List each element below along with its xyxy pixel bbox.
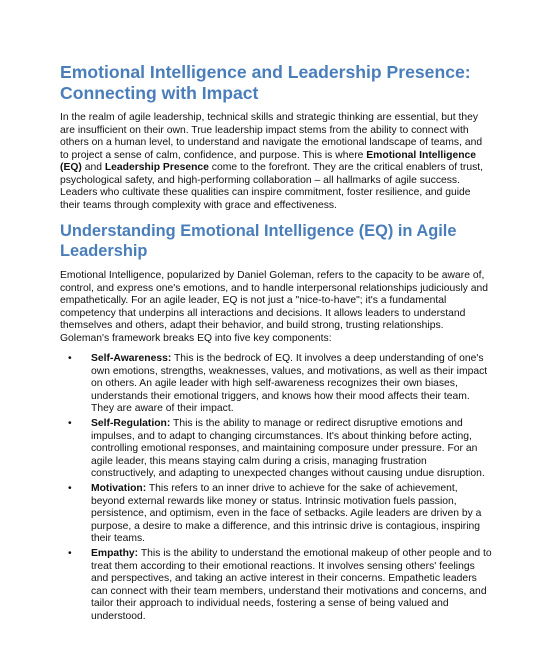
list-item-term: Empathy: (91, 548, 139, 559)
list-item-motivation (60, 483, 492, 546)
list-item-term: Self-Awareness: (91, 353, 172, 364)
bullet-icon: • (68, 548, 72, 559)
list-item-self-regulation (60, 418, 492, 481)
intro-bold-eq: Emotional Intelligence (EQ) (60, 149, 477, 173)
intro-bold-presence: Leadership Presence (104, 162, 209, 173)
section-paragraph: Emotional Intelligence, popularized by Daniel Goleman, refers to the capacity to be aware of, control, and express one's emotions, and to handle interpersonal relationships judiciously and empathetically. For an agile leader, EQ is not just a "nice-to-have"; it's a fundamental competency that underpins all interactions and decisions. It allows leaders to understand themselves and others, adapt their behavior, and build strong, trusting relationships. Goleman's framework breaks EQ into five key components: (60, 270, 489, 344)
intro-text-2: and (81, 162, 105, 173)
list-item-term: Motivation: (91, 483, 147, 494)
list-item-text: This is the ability to manage or redirect disruptive emotions and impulses, and to adapt to changing circumstances. It's about thinking before acting, controlling emotional responses, and maintaining composure under pressure. For an agile leader, this means staying calm during a crisis, managing frustration constructively, and adapting to unexpected changes without causing undue disruption. (91, 418, 485, 479)
eq-components-list (60, 353, 492, 623)
section-heading: Understanding Emotional Intelligence (EQ) in Agile Leadership (60, 222, 457, 260)
list-item-text: This refers to an inner drive to achieve for the sake of achievement, beyond external rewards like money or status. Intrinsic motivation fuels passion, persistence, and optimism, even in the face of setbacks. Agile leaders are driven by a purpose, a desire to make a difference, and this intrinsic drive is contagious, inspiring their teams. (91, 483, 482, 544)
list-item-empathy (60, 548, 492, 623)
list-item-text: This is the ability to understand the emotional makeup of other people and to treat them according to their emotional reactions. It involves sensing others' feelings and perspectives, and taking an active interest in their concerns. Empathetic leaders can connect with their team members, understand their motivations and concerns, and tailor their approach to individual needs, fostering a sense of being valued and understood. (91, 548, 492, 622)
list-item-text: This is the bedrock of EQ. It involves a deep understanding of one's own emotions, strengths, weaknesses, values, and motivations, as well as their impact on others. An agile leader with high self-awareness recognizes their own biases, understands their emotional triggers, and knows how their mood affects their team. They are aware of their impact. (91, 353, 488, 414)
intro-text-3: come to the forefront. They are the critical enablers of trust, psychological safety, and high-performing collaboration – all hallmarks of agile success. Leaders who cultivate these qualities can inspire commitment, foster resilience, and guide their teams through complexity with grace and effectiveness. (60, 162, 483, 211)
intro-text-1: In the realm of agile leadership, technical skills and strategic thinking are essential, but they are insufficient on their own. True leadership impact stems from the ability to connect with others on a human level, to understand and navigate the emotional landscape of teams, and to project a sense of calm, confidence, and purpose. This is where (60, 112, 483, 161)
list-item-self-awareness (60, 353, 492, 416)
document-page (60, 62, 492, 626)
intro-paragraph (60, 112, 492, 212)
bullet-icon: • (68, 483, 72, 494)
document-title: Emotional Intelligence and Leadership Presence: Connecting with Impact (60, 62, 471, 103)
bullet-icon: • (68, 353, 72, 364)
bullet-icon: • (68, 418, 72, 429)
list-item-term: Self-Regulation: (91, 418, 171, 429)
